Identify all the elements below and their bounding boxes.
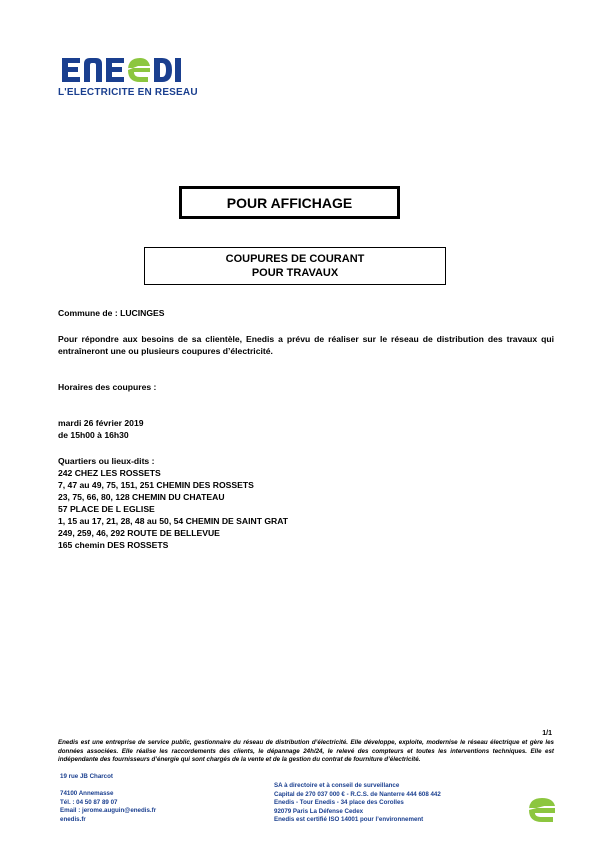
company-info xyxy=(274,782,441,825)
address-street: 19 rue JB Charcot xyxy=(60,773,113,780)
schedule-block xyxy=(58,417,144,441)
quartier-item: 57 PLACE DE L EGLISE xyxy=(58,504,155,514)
quartier-item: 1, 15 au 17, 21, 28, 48 au 50, 54 CHEMIN DE SAINT GRAT xyxy=(58,516,289,526)
coupures-title-line1: COUPURES DE COURANT xyxy=(225,253,365,265)
logo-tagline: L'ELECTRICITE EN RESEAU xyxy=(58,87,198,98)
legal-disclaimer: Enedis est une entreprise de service public, gestionnaire du réseau de distribution d’électricité. Elle développe, exploite, modernise le réseau électrique et gère les données associées. Elle réalise les raccordements des clients, le dépannage 24h/24, le relevé des compteurs et toutes les interventions techniques. Elle est indépendante des fournisseurs d’énergie qui sont chargés de la vente et de la gestion du contrat de fourniture d’électricité. xyxy=(58,739,554,763)
company-info-line: SA à directoire et à conseil de surveillance xyxy=(274,782,400,789)
quartiers-label: Quartiers ou lieux-dits : xyxy=(58,456,155,466)
company-info-line: Enedis - Tour Enedis - 34 place des Corolles xyxy=(274,799,404,806)
pour-affichage-box xyxy=(179,186,400,219)
quartier-item: 242 CHEZ LES ROSSETS xyxy=(58,468,161,478)
commune-label: Commune de : LUCINGES xyxy=(58,308,165,318)
company-info-line: Enedis est certifié ISO 14001 pour l’environnement xyxy=(274,816,424,823)
website-link[interactable]: enedis.fr xyxy=(60,815,86,823)
address-city: 74100 Annemasse xyxy=(60,790,114,797)
contact-address xyxy=(60,773,156,824)
outage-time: de 15h00 à 16h30 xyxy=(58,430,129,440)
contact-phone: Tél. : 04 50 87 89 07 xyxy=(60,798,118,806)
company-info-line: 92079 Paris La Défense Cedex xyxy=(274,807,364,815)
company-info-line: Capital de 270 037 000 € - R.C.S. de Nanterre 444 608 442 xyxy=(274,790,441,798)
quartier-item: 23, 75, 66, 80, 128 CHEMIN DU CHATEAU xyxy=(58,492,225,502)
intro-paragraph: Pour répondre aux besoins de sa clientèle, Enedis a prévu de réaliser sur le réseau de distribution des travaux qui entraîneront une ou plusieurs coupures d’électricité. xyxy=(58,334,554,356)
quartier-item: 249, 259, 46, 292 ROUTE DE BELLEVUE xyxy=(58,528,220,538)
coupures-title-box xyxy=(144,247,446,285)
horaires-label: Horaires des coupures : xyxy=(58,382,157,392)
quartiers-list xyxy=(58,455,288,551)
enedis-small-logo-icon xyxy=(527,796,557,824)
page-number: 1/1 xyxy=(542,730,552,737)
pour-affichage-title: POUR AFFICHAGE xyxy=(226,194,353,211)
outage-date: mardi 26 février 2019 xyxy=(58,418,144,428)
coupures-title-line2: POUR TRAVAUX xyxy=(251,267,339,279)
quartier-item: 165 chemin DES ROSSETS xyxy=(58,540,169,550)
contact-email[interactable]: Email : jerome.auguin@enedis.fr xyxy=(60,807,157,814)
quartier-item: 7, 47 au 49, 75, 151, 251 CHEMIN DES ROSSETS xyxy=(58,480,254,490)
